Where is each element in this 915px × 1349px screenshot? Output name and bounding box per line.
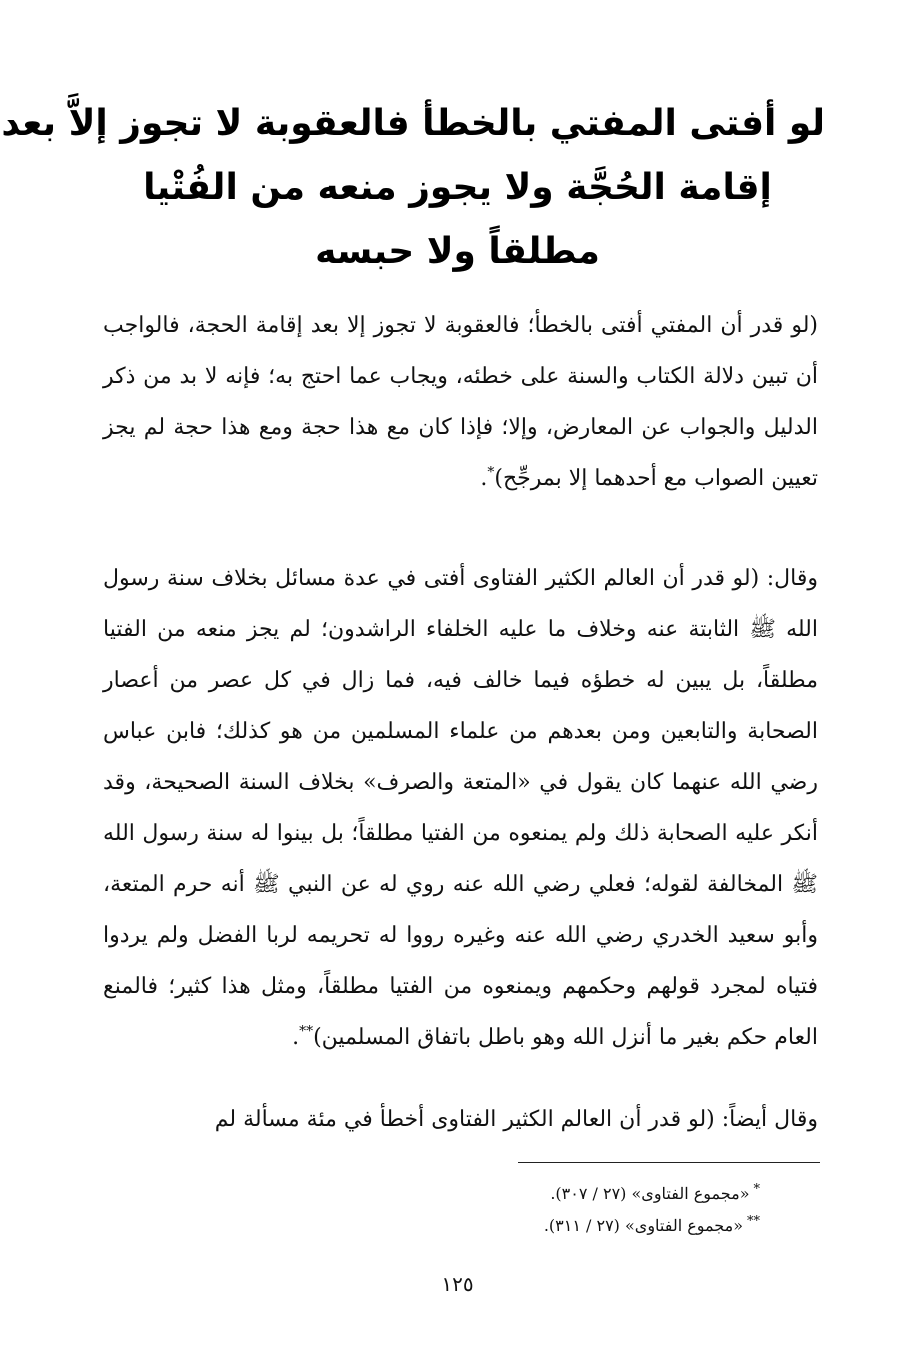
paragraph-3 (103, 1094, 818, 1145)
paragraph-2-text: وقال: (لو قدر أن العالم الكثير الفتاوى أفتى في عدة مسائل بخلاف سنة رسول الله ﷺ الثابتة عنه وخلاف ما عليه الخلفاء الراشدون؛ لم يجز منعه من الفتيا مطلقاً، بل يبين له خطؤه فيما خالف فيه، فما زال في كل عصر من أعصار الصحابة والتابعين ومن بعدهم من علماء المسلمين من هو كذلك؛ فابن عباس رضي الله عنهما كان يقول في «المتعة والصرف» بخلاف السنة الصحيحة، وقد أنكر عليه الصحابة ذلك ولم يمنعوه من الفتيا مطلقاً؛ بل بينوا له سنة رسول الله ﷺ المخالفة لقوله؛ فعلي رضي الله عنه روي له عن النبي ﷺ أنه حرم المتعة، وأبو سعيد الخدري رضي الله عنه وغيره رووا له تحريمه لربا الفضل ولم يردوا فتياه لمجرد قولهم وحكمهم ويمنعوه من الفتيا مطلقاً، ومثل هذا كثير؛ فالمنع العام حكم بغير ما أنزل الله وهو باطل باتفاق المسلمين) (103, 566, 818, 1050)
paragraph-1: (لو قدر أن المفتي أفتى بالخطأ؛ فالعقوبة لا تجوز إلا بعد إقامة الحجة، فالواجب أن تبين دلالة الكتاب والسنة على خطئه، ويجاب عما احتج به؛ فإنه لا بد من ذكر الدليل والجواب عن المعارض، وإلا؛ فإذا كان مع هذا حجة ومع هذا حجة لم يجز تعيين الصواب مع أحدهما إلا بمرجِّح)*. (103, 313, 818, 491)
footnote-ref-2: ** (299, 1023, 314, 1040)
heading-line-3: مطلقاً ولا حبسه (315, 231, 600, 272)
footnote-2-text: «مجموع الفتاوى» (٢٧ / ٣١١). (543, 1216, 743, 1235)
footnote-1-mark: * (753, 1181, 760, 1197)
paragraph-2: وقال: (لو قدر أن العالم الكثير الفتاوى أفتى في عدة مسائل بخلاف سنة رسول الله ﷺ الثابتة عنه وخلاف ما عليه الخلفاء الراشدون؛ لم يجز منعه من الفتيا مطلقاً، بل يبين له خطؤه فيما خالف فيه، فما زال في كل عصر من أعصار الصحابة والتابعين ومن بعدهم من علماء المسلمين من هو كذلك؛ فابن عباس رضي الله عنهما كان يقول في «المتعة والصرف» بخلاف السنة الصحيحة، وقد أنكر عليه الصحابة ذلك ولم يمنعوه من الفتيا مطلقاً؛ بل بينوا له سنة رسول الله ﷺ المخالفة لقوله؛ فعلي رضي الله عنه روي له عن النبي ﷺ أنه حرم المتعة، وأبو سعيد الخدري رضي الله عنه وغيره رووا له تحريمه لربا الفضل ولم يردوا فتياه لمجرد قولهم وحكمهم ويمنعوه من الفتيا مطلقاً، ومثل هذا كثير؛ فالمنع العام حكم بغير ما أنزل الله وهو باطل باتفاق المسلمين)**. (103, 566, 818, 1050)
footnote-2-mark: ** (747, 1213, 760, 1229)
paragraph-1-text: (لو قدر أن المفتي أفتى بالخطأ؛ فالعقوبة لا تجوز إلا بعد إقامة الحجة، فالواجب أن تبين دلالة الكتاب والسنة على خطئه، ويجاب عما احتج به؛ فإنه لا بد من ذكر الدليل والجواب عن المعارض، وإلا؛ فإذا كان مع هذا حجة ومع هذا حجة لم يجز تعيين الصواب مع أحدهما إلا بمرجِّح) (103, 313, 818, 491)
footnote-2 (544, 1210, 760, 1242)
heading-line-2: إقامة الحُجَّة ولا يجوز منعه من الفُتْيا (143, 167, 772, 208)
footnote-1 (544, 1178, 760, 1210)
heading-line-1: لو أفتى المفتي بالخطأ فالعقوبة لا تجوز إلاَّ بعد (1, 103, 825, 144)
footnote-ref-1: * (487, 464, 495, 481)
footnotes (544, 1178, 760, 1242)
footnote-divider (518, 1162, 820, 1163)
footnote-1-text: «مجموع الفتاوى» (٢٧ / ٣٠٧). (550, 1184, 750, 1203)
paragraph-3-text: وقال أيضاً: (لو قدر أن العالم الكثير الفتاوى أخطأ في مئة مسألة لم (214, 1107, 818, 1132)
page-number: ١٢٥ (441, 1272, 474, 1296)
chapter-heading (1, 92, 825, 284)
